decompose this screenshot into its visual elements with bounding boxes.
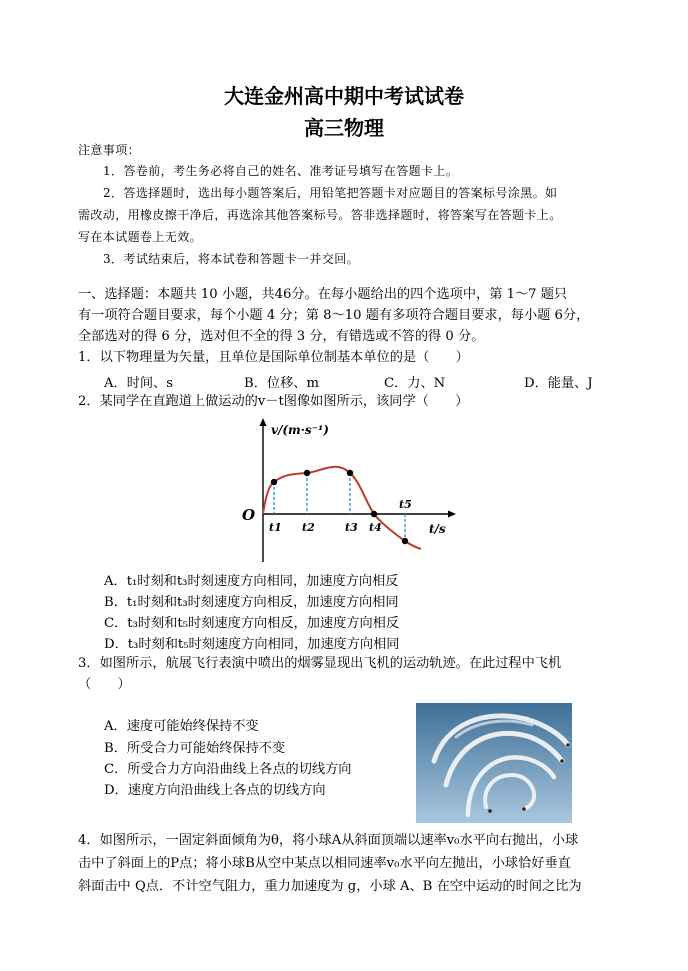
tick-t4: t4 (369, 521, 382, 534)
q4-line-1: 4．如图所示，一固定斜面倾角为θ，将小球A从斜面顶端以速率v₀水平向右抛出，小球 (78, 833, 579, 848)
q4-line-2: 击中了斜面上的P点；将小球B从空中某点以相同速率v₀水平向左抛出，小球恰好垂直 (78, 856, 571, 871)
point-t1 (271, 479, 277, 485)
point-t5 (402, 538, 408, 544)
point-t3 (347, 470, 353, 476)
y-axis-arrow-icon (260, 418, 267, 426)
jet-icon (560, 759, 564, 763)
q3-option-b: B．所受合力可能始终保持不变 (104, 741, 286, 756)
q1-option-d: D．能量、J (524, 376, 593, 391)
tick-t2: t2 (302, 521, 315, 534)
origin-label: O (242, 506, 256, 524)
point-t4 (371, 511, 377, 517)
q2-option-c: C．t₃时刻和t₅时刻速度方向相反，加速度方向相反 (104, 616, 400, 631)
notice-item-1: 1．答卷前，考生务必将自己的姓名、准考证号填写在答题卡上。 (103, 164, 459, 178)
q3-option-c: C．所受合力方向沿曲线上各点的切线方向 (104, 762, 352, 777)
jet-icon (488, 809, 492, 813)
section-instructions-3: 全部选对的得 6 分，选对但不全的得 3 分，有错选或不答的得 0 分。 (78, 329, 485, 344)
q3-stem: 3．如图所示，航展飞行表演中喷出的烟雾显现出飞机的运动轨迹。在此过程中飞机 (78, 656, 562, 671)
tick-t5: t5 (399, 498, 412, 511)
vt-graph (230, 414, 460, 564)
jet-icon (522, 807, 526, 811)
exam-title: 大连金州高中期中考试试卷 (224, 84, 464, 108)
notice-item-2-end: 写在本试题卷上无效。 (78, 230, 203, 244)
q3-stem-bracket: （ ） (78, 677, 131, 692)
airshow-smoke-photo (416, 703, 572, 823)
notice-heading: 注意事项： (78, 143, 141, 157)
q3-option-a: A．速度可能始终保持不变 (104, 719, 259, 734)
point-t2 (304, 470, 310, 476)
y-axis-label: v/(m·s⁻¹) (271, 423, 329, 437)
q1-option-c: C．力、N (384, 376, 446, 391)
notice-item-3: 3．考试结束后，将本试卷和答题卡一并交回。 (103, 252, 360, 266)
jet-icon (566, 743, 570, 747)
q2-option-a: A．t₁时刻和t₃时刻速度方向相同，加速度方向相反 (104, 574, 399, 589)
x-axis-arrow-icon (448, 511, 456, 518)
x-axis-label: t/s (429, 522, 446, 536)
tick-t3: t3 (345, 521, 358, 534)
q1-stem: 1．以下物理量为矢量，且单位是国际单位制基本单位的是（ ） (78, 350, 469, 365)
notice-item-2: 2．答选择题时，选出每小题答案后，用铅笔把答题卡对应题目的答案标号涂黑。如 (103, 186, 558, 200)
section-instructions-1: 一、选择题：本题共 10 小题，共46分。在每小题给出的四个选项中，第 1～7 题只 (78, 287, 568, 302)
q1-option-b: B．位移、m (244, 376, 319, 391)
vt-curve (263, 467, 421, 549)
q1-option-a: A．时间、s (104, 376, 174, 391)
q2-option-b: B．t₁时刻和t₃时刻速度方向相反，加速度方向相同 (104, 595, 399, 610)
q3-option-d: D．速度方向沿曲线上各点的切线方向 (104, 783, 326, 798)
exam-subtitle: 高三物理 (304, 116, 384, 140)
q2-option-d: D．t₃时刻和t₅时刻速度方向相同，加速度方向相同 (104, 637, 400, 652)
q4-line-3: 斜面击中 Q点．不计空气阻力，重力加速度为 g，小球 A、B 在空中运动的时间之比为 (78, 879, 582, 894)
section-instructions-2: 有一项符合题目要求，每个小题 4 分；第 8～10 题有多项符合题目要求，每小题 6分， (78, 308, 590, 323)
notice-item-2-cont: 需改动，用橡皮擦干净后，再选涂其他答案标号。答非选择题时，将答案写在答题卡上。 (78, 208, 562, 222)
q2-stem: 2．某同学在直跑道上做运动的v－t图像如图所示，该同学（ ） (78, 394, 469, 409)
tick-t1: t1 (269, 521, 282, 534)
